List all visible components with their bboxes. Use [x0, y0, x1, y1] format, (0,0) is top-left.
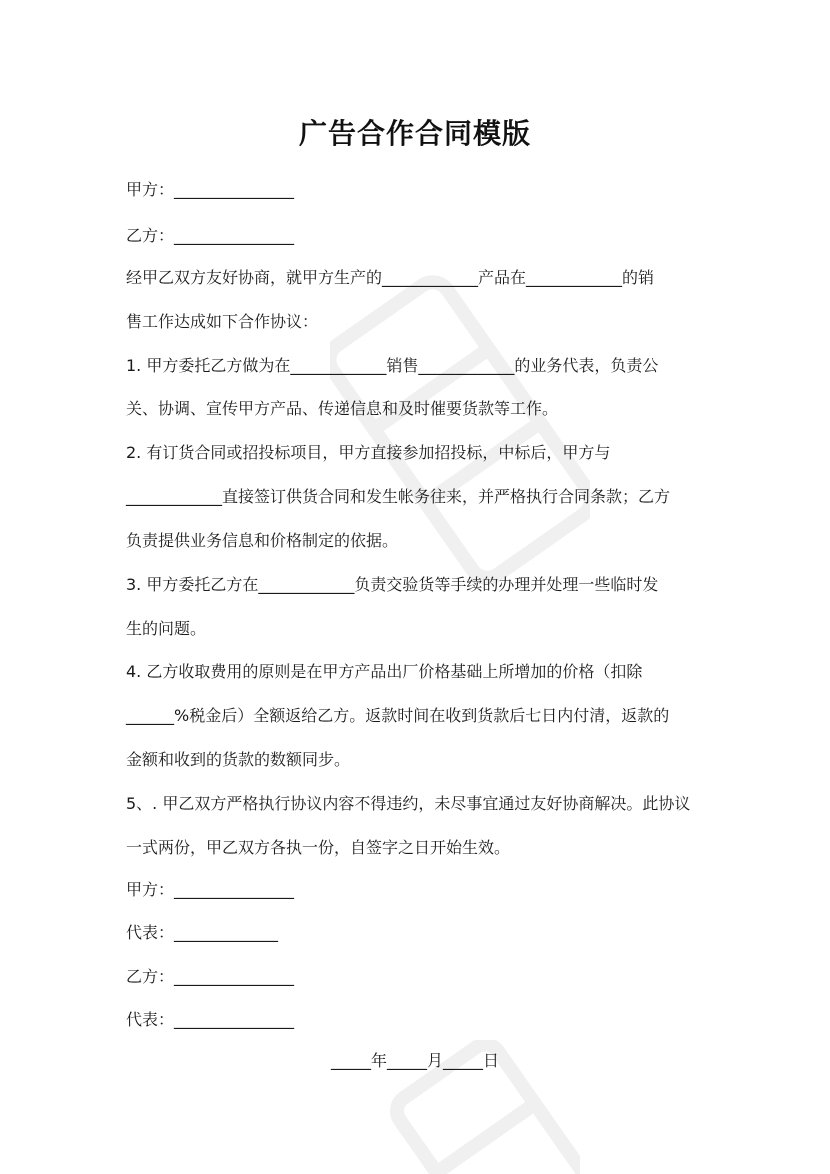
clause-3-line-2: 生的问题。: [126, 619, 207, 638]
document-title: 广告合作合同模版: [298, 117, 531, 150]
clause-5-line-1: 5、. 甲乙双方严格执行协议内容不得违约，未尽事宜通过友好协商解决。此协议: [126, 794, 691, 813]
party-a-line: 甲方：_______________: [126, 180, 295, 199]
clause-2-line-3: 负责提供业务信息和价格制定的依据。: [126, 531, 399, 550]
signature-representative-b: 代表：_______________: [126, 1010, 295, 1029]
date-line: _____年_____月_____日: [330, 1051, 499, 1070]
clause-2-line-1: 2. 有订货合同或招投标项目，甲方直接参加招投标，中标后，甲方与: [126, 443, 611, 462]
clause-4-line-3: 金额和收到的货款的数额同步。: [126, 750, 351, 769]
clause-5-line-2: 一式两份，甲乙双方各执一份，自签字之日开始生效。: [126, 838, 511, 857]
intro-line-2: 售工作达成如下合作协议：: [126, 312, 319, 331]
signature-party-b: 乙方：_______________: [126, 967, 295, 986]
signature-party-a: 甲方：_______________: [126, 880, 295, 899]
clause-3-line-1: 3. 甲方委托乙方在____________负责交验货等手续的办理并处理一些临时发: [126, 575, 659, 594]
clause-4-line-1: 4. 乙方收取费用的原则是在甲方产品出厂价格基础上所增加的价格（扣除: [126, 662, 643, 681]
party-b-line: 乙方：_______________: [126, 226, 295, 245]
clause-2-line-2: ____________直接签订供货合同和发生帐务往来，并严格执行合同条款；乙方: [126, 487, 671, 506]
clause-4-line-2: ______%税金后）全额返给乙方。返款时间在收到货款后七日内付清，返款的: [126, 706, 670, 725]
watermark-graphic: [330, 250, 590, 610]
intro-line-1: 经甲乙双方友好协商，就甲方生产的____________产品在____________的销: [126, 268, 655, 287]
signature-representative-a: 代表：_____________: [126, 923, 279, 942]
clause-1-line-1: 1. 甲方委托乙方做为在____________销售____________的业务代表，负责公: [126, 356, 659, 375]
clause-1-line-2: 关、协调、宣传甲方产品、传递信息和及时催要货款等工作。: [126, 399, 559, 418]
